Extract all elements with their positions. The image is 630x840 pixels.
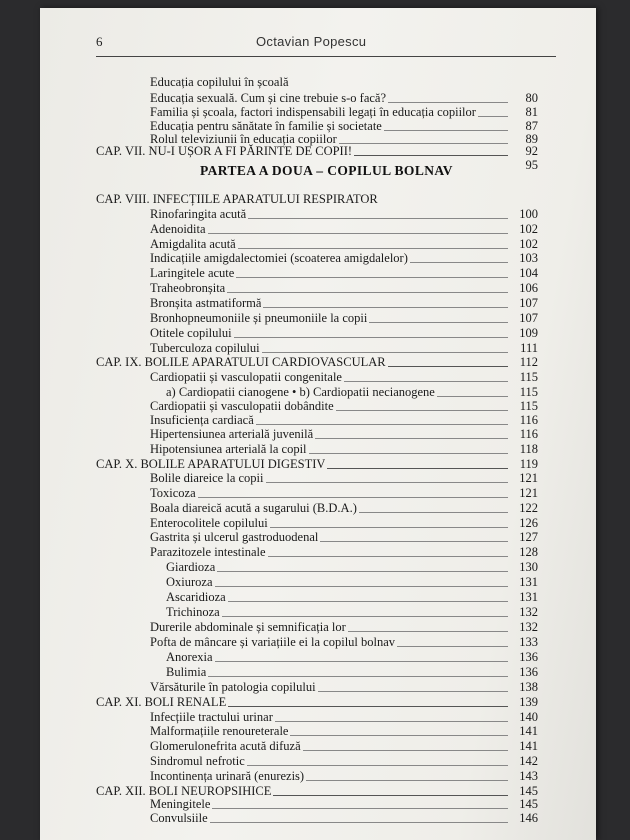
toc-leader-line xyxy=(238,248,508,249)
toc-page-number: 140 xyxy=(519,710,538,724)
toc-leader-line xyxy=(210,822,508,823)
toc-entry-row xyxy=(166,590,538,604)
toc-page-number: 102 xyxy=(519,237,538,251)
toc-leader-line xyxy=(290,735,508,736)
running-head-author: Octavian Popescu xyxy=(256,34,367,49)
toc-entry-title: Convulsiile xyxy=(150,811,208,825)
toc-entry-title: Gastrita și ulcerul gastroduodenal xyxy=(150,530,319,544)
toc-entry-title: Bulimia xyxy=(166,665,207,679)
toc-entry-row xyxy=(150,237,538,251)
toc-page-number: 121 xyxy=(519,486,538,500)
toc-page-number: 118 xyxy=(519,442,538,456)
toc-leader-line xyxy=(410,262,508,263)
toc-entry-title: CAP. VII. NU-I UȘOR A FI PĂRINTE DE COPII! xyxy=(96,144,353,158)
toc-entry-row xyxy=(500,158,538,172)
toc-entry-row xyxy=(166,650,538,664)
toc-leader-line xyxy=(228,706,508,707)
toc-page-number: 115 xyxy=(519,399,538,413)
toc-leader-line xyxy=(256,424,508,425)
toc-page-number: 126 xyxy=(519,516,538,530)
toc-entry-title: Vărsăturile în patologia copilului xyxy=(150,680,316,694)
toc-page-number: 119 xyxy=(519,457,538,471)
toc-leader-line xyxy=(266,482,509,483)
toc-entry-row xyxy=(166,605,538,619)
toc-entry-row xyxy=(150,680,538,694)
toc-leader-line xyxy=(222,616,508,617)
toc-page-number: 111 xyxy=(520,341,538,355)
toc-entry-row xyxy=(150,486,538,500)
toc-entry-row xyxy=(150,471,538,485)
toc-entry-row xyxy=(150,296,538,310)
toc-chapter-row xyxy=(96,192,538,206)
toc-chapter-row xyxy=(96,457,538,471)
toc-page-number: 127 xyxy=(519,530,538,544)
toc-leader-line xyxy=(359,512,508,513)
toc-entry-row xyxy=(150,724,538,738)
toc-leader-line xyxy=(388,102,508,103)
toc-entry-row xyxy=(150,710,538,724)
toc-chapter-row xyxy=(96,355,538,369)
toc-entry-title: Bolile diareice la copii xyxy=(150,471,264,485)
toc-entry-title: Rolul televiziunii în educația copiilor xyxy=(150,132,337,146)
toc-page-number: 109 xyxy=(519,326,538,340)
toc-entry-title: Infecțiile tractului urinar xyxy=(150,710,273,724)
toc-leader-line xyxy=(217,571,508,572)
toc-leader-line xyxy=(263,307,508,308)
toc-leader-line xyxy=(327,468,508,469)
toc-entry-title: Glomerulonefrita acută difuză xyxy=(150,739,301,753)
toc-page-number: 95 xyxy=(525,158,538,172)
toc-leader-line xyxy=(198,497,508,498)
toc-leader-line xyxy=(344,381,508,382)
toc-entry-row xyxy=(150,370,538,384)
toc-entry-row xyxy=(150,442,538,456)
toc-leader-line xyxy=(309,453,508,454)
toc-leader-line xyxy=(270,527,508,528)
toc-entry-title: Rinofaringita acută xyxy=(150,207,247,221)
toc-entry-title: Hipotensiunea arterială la copil xyxy=(150,442,307,456)
toc-leader-line xyxy=(262,352,508,353)
page-number: 6 xyxy=(96,34,103,49)
toc-entry-row xyxy=(150,545,538,559)
toc-entry-row xyxy=(150,91,538,105)
toc-page-number: 102 xyxy=(519,222,538,236)
toc-entry-title: Otitele copilului xyxy=(150,326,232,340)
toc-leader-line xyxy=(248,218,508,219)
toc-entry-title: Anorexia xyxy=(166,650,213,664)
toc-leader-line xyxy=(388,366,508,367)
toc-leader-line xyxy=(306,780,508,781)
toc-page-number: 87 xyxy=(525,119,538,133)
toc-entry-title: Indicațiile amigdalectomiei (scoaterea amigdalelor) xyxy=(150,251,408,265)
toc-leader-line xyxy=(336,410,508,411)
toc-page-number: 107 xyxy=(519,311,538,325)
toc-leader-line xyxy=(234,337,508,338)
toc-page-number: 128 xyxy=(519,545,538,559)
toc-page-number: 115 xyxy=(519,385,538,399)
toc-entry-row xyxy=(150,754,538,768)
toc-page-number: 104 xyxy=(519,266,538,280)
toc-entry-title: Boala diareică acută a sugarului (B.D.A.) xyxy=(150,501,357,515)
toc-leader-line xyxy=(348,631,508,632)
toc-leader-line xyxy=(236,277,508,278)
toc-page-number: 106 xyxy=(519,281,538,295)
toc-page-number: 141 xyxy=(519,739,538,753)
toc-page-number: 131 xyxy=(519,575,538,589)
toc-leader-line xyxy=(208,233,508,234)
toc-entry-title: Durerile abdominale și semnificația lor xyxy=(150,620,346,634)
toc-entry-title: CAP. XII. BOLI NEUROPSIHICE xyxy=(96,784,272,798)
toc-entry-row xyxy=(166,385,538,399)
toc-entry-row xyxy=(150,251,538,265)
toc-page-number: 136 xyxy=(519,665,538,679)
toc-leader-line xyxy=(215,661,508,662)
toc-leader-line xyxy=(320,541,508,542)
toc-entry-row xyxy=(150,266,538,280)
toc-entry-title: Meningitele xyxy=(150,797,211,811)
toc-entry-title: Pofta de mâncare și variațiile ei la copilul bolnav xyxy=(150,635,396,649)
toc-entry-title: CAP. IX. BOLILE APARATULUI CARDIOVASCULAR xyxy=(96,355,386,369)
toc-page-number: 145 xyxy=(519,797,538,811)
toc-entry-title: CAP. VIII. INFECȚIILE APARATULUI RESPIRATOR xyxy=(96,192,378,206)
toc-entry-title: Educația sexuală. Cum și cine trebuie s-o facă? xyxy=(150,91,387,105)
toc-page-number: 92 xyxy=(525,144,538,158)
toc-entry-title: Laringitele acute xyxy=(150,266,235,280)
toc-page-number: 145 xyxy=(519,784,538,798)
toc-page-number: 103 xyxy=(519,251,538,265)
toc-page-number: 146 xyxy=(519,811,538,825)
toc-leader-line xyxy=(478,116,508,117)
toc-page-number: 142 xyxy=(519,754,538,768)
toc-entry-row xyxy=(150,427,538,441)
toc-entry-title: Cardiopatii și vasculopatii congenitale xyxy=(150,370,342,384)
toc-entry-title: Oxiuroza xyxy=(166,575,213,589)
toc-leader-line xyxy=(247,765,508,766)
toc-page-number: 122 xyxy=(519,501,538,515)
toc-entry-row xyxy=(150,326,538,340)
toc-entry-title: Tuberculoza copilului xyxy=(150,341,260,355)
toc-entry-row xyxy=(150,635,538,649)
toc-leader-line xyxy=(384,130,508,131)
toc-entry-title: Cardiopatii și vasculopatii dobândite xyxy=(150,399,334,413)
toc-entry-title: Giardioza xyxy=(166,560,216,574)
toc-entry-row xyxy=(150,769,538,783)
toc-leader-line xyxy=(208,676,508,677)
toc-page-number: 112 xyxy=(519,355,538,369)
toc-entry-row xyxy=(150,811,538,825)
toc-entry-title: Enterocolitele copilului xyxy=(150,516,268,530)
toc-entry-title: Bronhopneumoniile și pneumoniile la copii xyxy=(150,311,368,325)
toc-page-number: 136 xyxy=(519,650,538,664)
toc-entry-title: CAP. X. BOLILE APARATULUI DIGESTIV xyxy=(96,457,326,471)
toc-entry-row xyxy=(150,119,538,133)
toc-chapter-row xyxy=(96,695,538,709)
toc-leader-line xyxy=(227,292,508,293)
toc-entry-row xyxy=(150,797,538,811)
toc-leader-line xyxy=(275,721,508,722)
toc-page-number: 115 xyxy=(519,370,538,384)
toc-chapter-row xyxy=(96,784,538,798)
toc-entry-title: Parazitozele intestinale xyxy=(150,545,266,559)
toc-page-number: 138 xyxy=(519,680,538,694)
toc-entry-title: Trichinoza xyxy=(166,605,220,619)
part-title: PARTEA A DOUA – COPILUL BOLNAV xyxy=(200,163,453,178)
toc-page-number: 133 xyxy=(519,635,538,649)
toc-page-number: 130 xyxy=(519,560,538,574)
toc-chapter-row xyxy=(96,144,538,158)
toc-entry-row xyxy=(150,105,538,119)
toc-page-number: 116 xyxy=(519,427,538,441)
toc-entry-row xyxy=(166,575,538,589)
toc-entry-title: Amigdalita acută xyxy=(150,237,236,251)
toc-entry-title: Incontinența urinară (enurezis) xyxy=(150,769,305,783)
toc-entry-row xyxy=(150,399,538,413)
toc-leader-line xyxy=(215,586,508,587)
toc-entry-title: Sindromul nefrotic xyxy=(150,754,245,768)
toc-entry-title: Familia și școala, factori indispensabili legați în educația copiilor xyxy=(150,105,476,119)
toc-entry-row xyxy=(150,620,538,634)
toc-entry-title: Traheobronșita xyxy=(150,281,226,295)
toc-entry-title: Insuficiența cardiacă xyxy=(150,413,254,427)
toc-page-number: 139 xyxy=(519,695,538,709)
toc-leader-line xyxy=(315,438,508,439)
toc-page-number: 107 xyxy=(519,296,538,310)
toc-leader-line xyxy=(228,601,508,602)
toc-page-number: 80 xyxy=(525,91,538,105)
toc-entry-row xyxy=(150,281,538,295)
toc-entry-title: Toxicoza xyxy=(150,486,196,500)
toc-leader-line xyxy=(318,691,508,692)
toc-page-number: 141 xyxy=(519,724,538,738)
toc-leader-line xyxy=(354,155,508,156)
toc-entry-row xyxy=(150,739,538,753)
toc-entry-row xyxy=(166,665,538,679)
toc-page-number: 132 xyxy=(519,620,538,634)
toc-page-number: 143 xyxy=(519,769,538,783)
toc-entry-row xyxy=(150,530,538,544)
toc-leader-line xyxy=(397,646,508,647)
toc-page-number: 81 xyxy=(525,105,538,119)
toc-entry-title: Malformațiile renoureterale xyxy=(150,724,289,738)
toc-entry-title: Educația copilului în școală xyxy=(150,75,289,89)
toc-page-number: 131 xyxy=(519,590,538,604)
toc-entry-title: Bronșita astmatiformă xyxy=(150,296,262,310)
toc-leader-line xyxy=(369,322,508,323)
toc-page-number: 116 xyxy=(519,413,538,427)
toc-entry-title: Hipertensiunea arterială juvenilă xyxy=(150,427,314,441)
toc-page-number: 132 xyxy=(519,605,538,619)
toc-entry-title: Ascaridioza xyxy=(166,590,226,604)
toc-entry-title: a) Cardiopatii cianogene • b) Cardiopatii necianogene xyxy=(166,385,435,399)
toc-entry-title: Adenoidita xyxy=(150,222,206,236)
toc-entry-title: Educația pentru sănătate în familie și societate xyxy=(150,119,382,133)
toc-entry-row xyxy=(150,516,538,530)
toc-leader-line xyxy=(212,808,508,809)
toc-leader-line xyxy=(268,556,508,557)
toc-entry-row xyxy=(150,311,538,325)
toc-entry-row xyxy=(150,501,538,515)
toc-leader-line xyxy=(437,396,508,397)
toc-entry-row xyxy=(150,222,538,236)
toc-entry-title: CAP. XI. BOLI RENALE xyxy=(96,695,227,709)
toc-entry-row xyxy=(150,413,538,427)
toc-entry-row xyxy=(150,207,538,221)
toc-entry-row xyxy=(150,341,538,355)
toc-leader-line xyxy=(273,795,508,796)
toc-leader-line xyxy=(303,750,508,751)
toc-entry-row xyxy=(166,560,538,574)
toc-page-number: 89 xyxy=(525,132,538,146)
toc-entry-row xyxy=(150,75,538,89)
toc-page-number: 100 xyxy=(519,207,538,221)
toc-page-number: 121 xyxy=(519,471,538,485)
